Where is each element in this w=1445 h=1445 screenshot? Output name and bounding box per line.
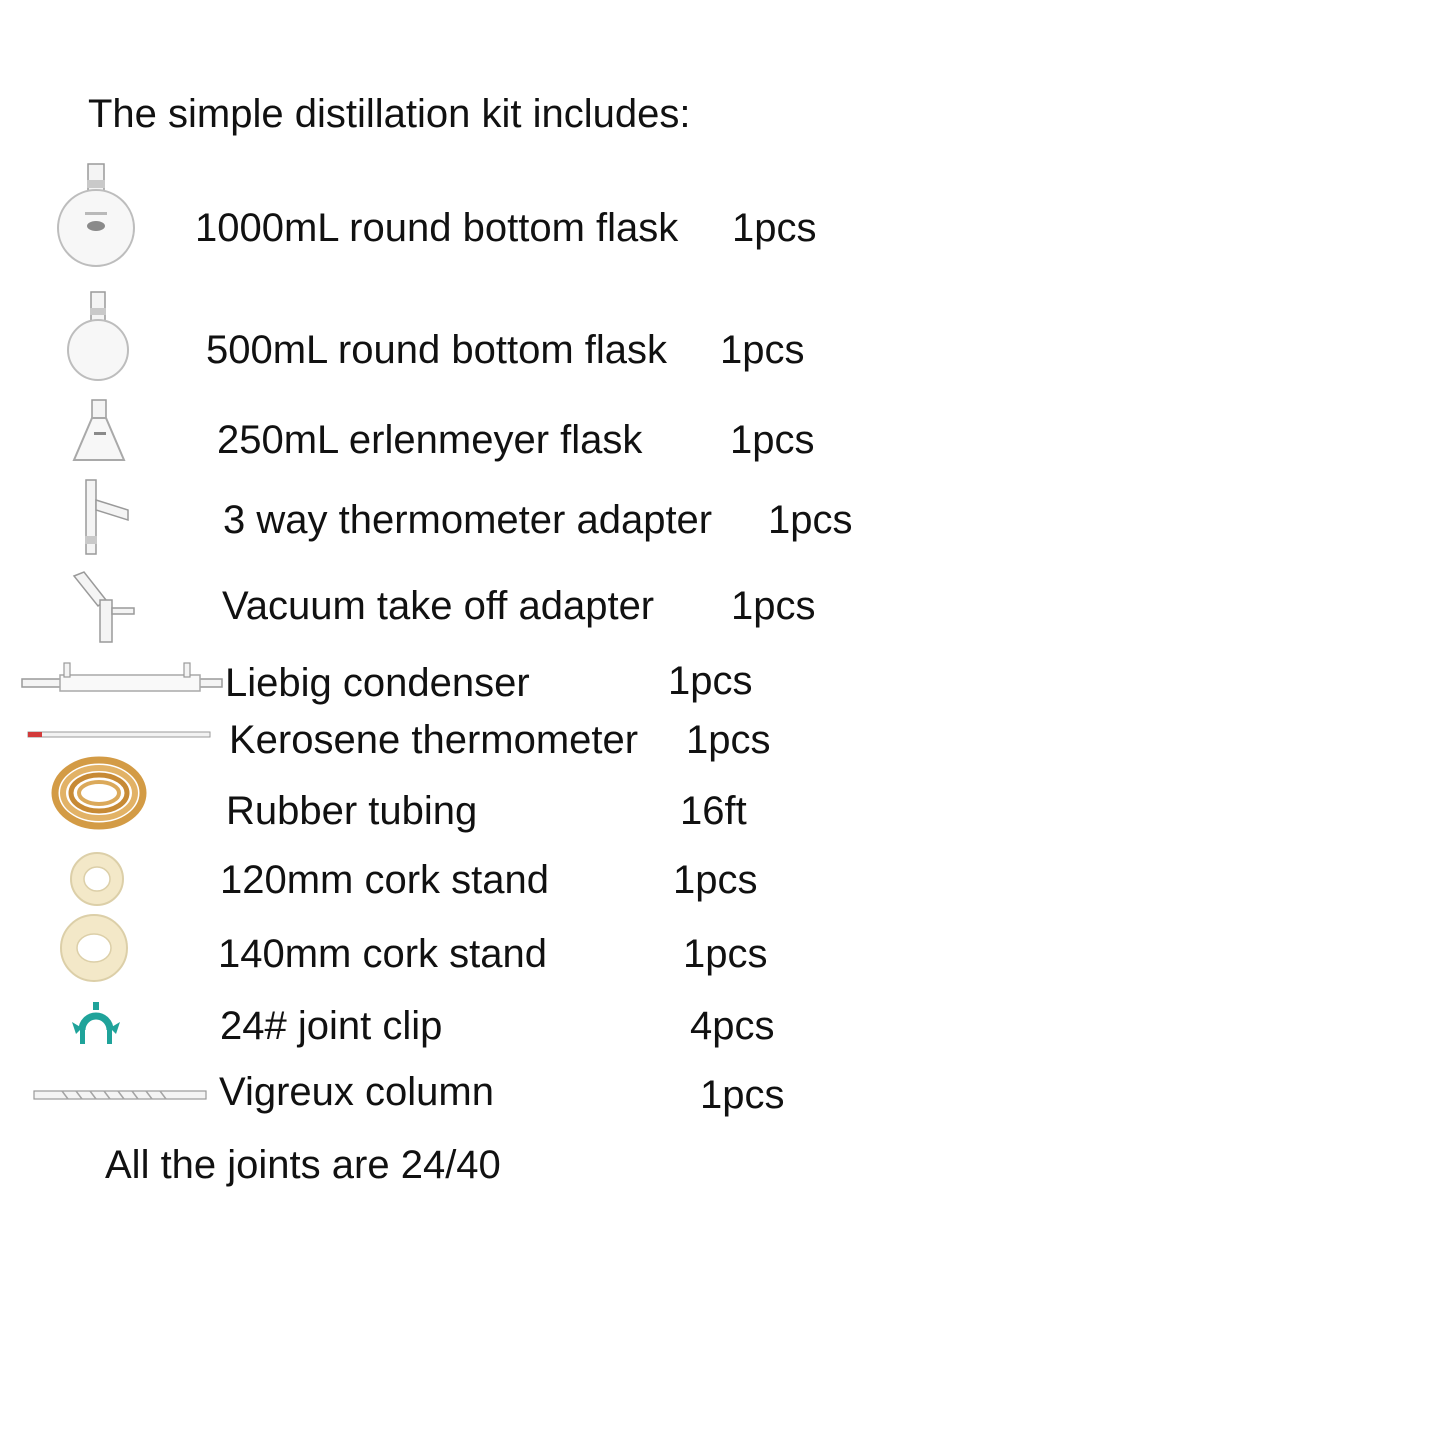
joint-size-note: All the joints are 24/40: [105, 1143, 501, 1187]
rubber-tubing-icon: [50, 755, 148, 831]
item-quantity: 16ft: [680, 789, 747, 833]
vigreux-column-icon: [32, 1087, 208, 1103]
item-quantity: 1pcs: [731, 584, 816, 628]
item-name: 3 way thermometer adapter: [223, 498, 713, 542]
cork-ring-large-icon: [58, 912, 130, 984]
round-bottom-flask-500ml-icon: [64, 290, 132, 384]
joint-clip-icon: [68, 1000, 124, 1048]
thermometer-adapter-icon: [78, 476, 134, 558]
page-title: The simple distillation kit includes:: [88, 92, 691, 136]
item-quantity: 1pcs: [768, 498, 853, 542]
item-name: 500mL round bottom flask: [206, 328, 667, 372]
item-name: 250mL erlenmeyer flask: [217, 418, 643, 462]
vacuum-adapter-icon: [70, 570, 140, 646]
item-name: Liebig condenser: [225, 661, 530, 705]
erlenmeyer-flask-icon: [70, 398, 128, 464]
round-bottom-flask-1000ml-icon: [52, 160, 142, 272]
item-name: 1000mL round bottom flask: [195, 206, 679, 250]
list-item: [0, 1065, 1000, 1125]
item-name: Vigreux column: [219, 1070, 494, 1114]
list-item: [0, 912, 1000, 990]
item-quantity: 1pcs: [668, 659, 753, 703]
item-name: 120mm cork stand: [220, 858, 550, 902]
list-item: [0, 290, 1000, 385]
item-name: Kerosene thermometer: [229, 718, 639, 762]
list-item: [0, 850, 1000, 910]
item-quantity: 1pcs: [700, 1073, 785, 1117]
item-quantity: 1pcs: [732, 206, 817, 250]
item-quantity: 4pcs: [690, 1004, 775, 1048]
item-name: 140mm cork stand: [218, 932, 548, 976]
list-item: [0, 570, 1000, 648]
item-quantity: 1pcs: [720, 328, 805, 372]
item-name: Rubber tubing: [226, 789, 478, 833]
item-quantity: 1pcs: [673, 858, 758, 902]
item-quantity: 1pcs: [730, 418, 815, 462]
list-item: [0, 655, 1000, 710]
item-quantity: 1pcs: [686, 718, 771, 762]
item-name: 24# joint clip: [220, 1004, 443, 1048]
list-item: [0, 476, 1000, 561]
list-item: [0, 398, 1000, 468]
thermometer-icon: [26, 729, 212, 741]
list-item: [0, 160, 1000, 275]
liebig-condenser-icon: [20, 659, 224, 699]
item-name: Vacuum take off adapter: [222, 584, 655, 628]
list-item: [0, 755, 1000, 835]
cork-ring-small-icon: [68, 850, 126, 908]
list-item: [0, 1000, 1000, 1055]
item-quantity: 1pcs: [683, 932, 768, 976]
